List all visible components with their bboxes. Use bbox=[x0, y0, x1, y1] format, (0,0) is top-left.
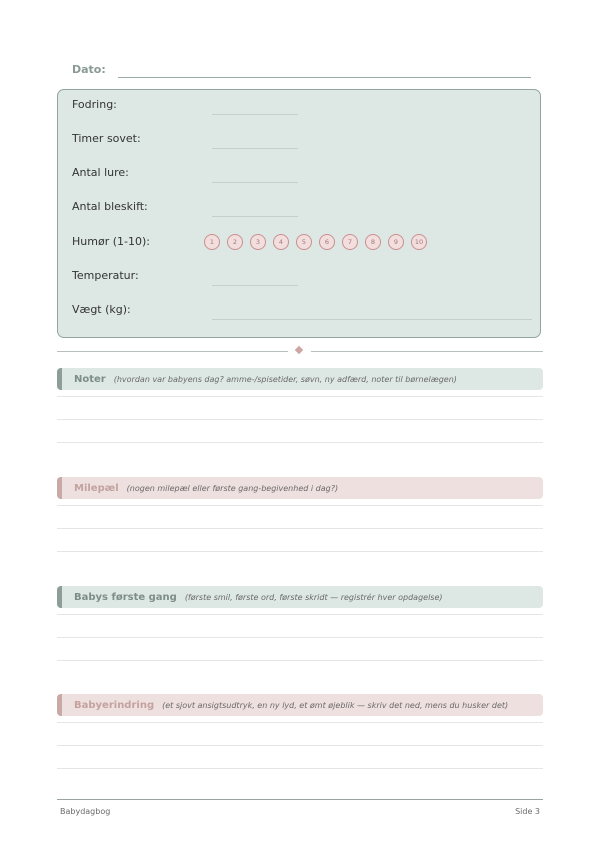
weight-field[interactable] bbox=[212, 319, 532, 320]
divider-line-right bbox=[311, 351, 543, 352]
daily-stats-card bbox=[57, 89, 541, 338]
diamond-ornament-icon bbox=[295, 346, 303, 354]
memory-writing-line[interactable] bbox=[57, 745, 543, 746]
mood-option[interactable]: 5 bbox=[296, 234, 312, 250]
mood-option[interactable]: 8 bbox=[365, 234, 381, 250]
first-time-writing-line[interactable] bbox=[57, 660, 543, 661]
notes-writing-line[interactable] bbox=[57, 442, 543, 443]
memory-section-header bbox=[57, 694, 543, 716]
notes-section-header bbox=[57, 368, 543, 390]
first-time-section-header bbox=[57, 586, 543, 608]
section-accent-bar bbox=[57, 694, 62, 716]
memory-writing-line[interactable] bbox=[57, 722, 543, 723]
date-label: Dato: bbox=[72, 63, 106, 76]
mood-label: Humør (1-10): bbox=[72, 235, 150, 248]
notes-writing-line[interactable] bbox=[57, 419, 543, 420]
first-time-writing-line[interactable] bbox=[57, 614, 543, 615]
feeding-field[interactable] bbox=[212, 114, 298, 115]
temperature-field[interactable] bbox=[212, 285, 298, 286]
page-number: Side 3 bbox=[515, 807, 540, 816]
milestone-writing-line[interactable] bbox=[57, 505, 543, 506]
sleep-hours-label: Timer sovet: bbox=[72, 132, 141, 145]
mood-option[interactable]: 6 bbox=[319, 234, 335, 250]
section-title: Babyerindring bbox=[74, 699, 155, 711]
notes-writing-line[interactable] bbox=[57, 396, 543, 397]
mood-option[interactable]: 7 bbox=[342, 234, 358, 250]
section-hint: (et sjovt ansigtsudtryk, en ny lyd, et ømt øjeblik — skriv det ned, mens du husker det) bbox=[162, 700, 509, 710]
footer-title: Babydagbog bbox=[60, 807, 111, 816]
section-title: Noter bbox=[74, 373, 106, 385]
milestone-section-header bbox=[57, 477, 543, 499]
footer-rule bbox=[57, 799, 543, 800]
sleep-hours-field[interactable] bbox=[212, 148, 298, 149]
divider-line-left bbox=[57, 351, 288, 352]
mood-option[interactable]: 9 bbox=[388, 234, 404, 250]
first-time-writing-line[interactable] bbox=[57, 637, 543, 638]
naps-field[interactable] bbox=[212, 182, 298, 183]
temperature-label: Temperatur: bbox=[72, 269, 139, 282]
mood-option[interactable]: 4 bbox=[273, 234, 289, 250]
mood-option[interactable]: 10 bbox=[411, 234, 427, 250]
milestone-writing-line[interactable] bbox=[57, 528, 543, 529]
section-hint: (første smil, første ord, første skridt — registrér hver opdagelse) bbox=[184, 592, 443, 602]
mood-option[interactable]: 1 bbox=[204, 234, 220, 250]
feeding-label: Fodring: bbox=[72, 98, 117, 111]
section-accent-bar bbox=[57, 586, 62, 608]
section-hint: (nogen milepæl eller første gang-begivenhed i dag?) bbox=[126, 483, 339, 493]
mood-option[interactable]: 2 bbox=[227, 234, 243, 250]
naps-label: Antal lure: bbox=[72, 166, 129, 179]
weight-label: Vægt (kg): bbox=[72, 303, 131, 316]
mood-option[interactable]: 3 bbox=[250, 234, 266, 250]
diaper-changes-label: Antal bleskift: bbox=[72, 200, 148, 213]
section-hint: (hvordan var babyens dag? amme-/spisetider, søvn, ny adfærd, noter til børnelægen) bbox=[113, 374, 457, 384]
milestone-writing-line[interactable] bbox=[57, 551, 543, 552]
section-accent-bar bbox=[57, 368, 62, 390]
memory-writing-line[interactable] bbox=[57, 768, 543, 769]
diaper-changes-field[interactable] bbox=[212, 216, 298, 217]
section-accent-bar bbox=[57, 477, 62, 499]
section-title: Babys første gang bbox=[74, 591, 177, 603]
section-title: Milepæl bbox=[74, 482, 119, 494]
date-field-line[interactable] bbox=[118, 77, 531, 78]
